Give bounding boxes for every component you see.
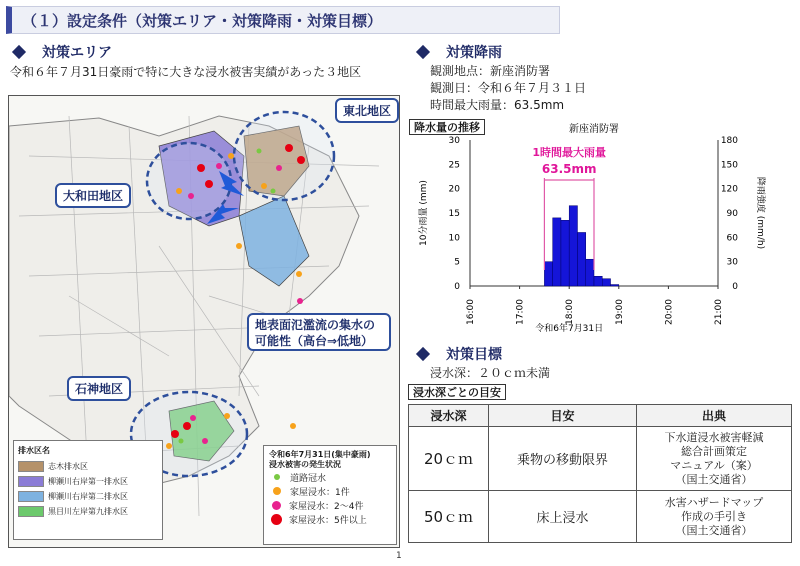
y-axis-right-label: 降雨強度 (mm/h): [755, 176, 765, 250]
source-line: （国土交通省）: [675, 472, 753, 486]
y-tick-left-label: 5: [454, 257, 460, 268]
source-line: 作成の手引き: [681, 509, 747, 523]
rain-bar: [569, 206, 577, 286]
rain-bar: [544, 262, 552, 286]
chart-title: 新座消防署: [569, 124, 619, 135]
page-number: 1: [396, 551, 402, 561]
road-flood-dot-icon: [274, 474, 280, 480]
target-value: 浸水深：２０ｃｍ未満: [430, 366, 551, 380]
diamond-bullet-icon: [416, 347, 430, 361]
table-header-row: [409, 405, 792, 427]
y-tick-right-label: 60: [726, 233, 738, 244]
rainfall-chart-tag: 降水量の推移: [409, 119, 485, 135]
area-heading: [8, 42, 112, 62]
x-tick-label: 21:00: [714, 299, 724, 325]
runoff-note: [247, 313, 391, 351]
legend-label: 柳瀬川右岸第一排水区: [48, 477, 128, 486]
damage-label: 家屋浸水：1件: [290, 487, 350, 498]
depth-guide-table: [408, 404, 792, 543]
house-flood-1-dot-icon: [273, 487, 281, 495]
damage-row: [269, 498, 391, 512]
table-row: [409, 427, 792, 491]
area-description: 令和６年７月31日豪雨で特に大きな浸水被害実績があった３地区: [10, 65, 362, 79]
damage-row: [269, 484, 391, 498]
rain-heading: [412, 42, 502, 62]
legend-swatch: [18, 476, 44, 487]
legend-row: [18, 504, 158, 519]
target-heading: [412, 344, 502, 364]
x-tick-label: 17:00: [515, 299, 526, 325]
damage-title-line1: 令和6年7月31日(集中豪雨): [269, 450, 371, 459]
tohoku-area-label: 東北地区: [335, 98, 399, 123]
source-cell: [637, 427, 792, 491]
target-heading-text: 対策目標: [446, 347, 502, 363]
drainage-legend: [13, 440, 163, 540]
depth-table-tag: 浸水深ごとの目安: [408, 384, 506, 400]
legend-row: [18, 489, 158, 504]
legend-label: 柳瀬川右岸第二排水区: [48, 492, 128, 501]
damage-legend: [263, 445, 397, 545]
source-line: 総合計画策定: [681, 444, 747, 458]
source-line: 水害ハザードマップ: [664, 495, 764, 509]
rainfall-chart: [408, 118, 792, 338]
source-line: （国土交通省）: [675, 523, 753, 537]
guide-cell: 乗物の移動限界: [489, 427, 637, 491]
header-source: 出典: [637, 405, 792, 427]
x-tick-label: 19:00: [614, 299, 625, 325]
house-flood-5plus-dot-icon: [271, 514, 282, 525]
guide-cell: 床上浸水: [489, 491, 637, 543]
legend-row: [18, 474, 158, 489]
y-tick-left-label: 10: [448, 233, 460, 244]
legend-title: 排水区名: [18, 446, 50, 455]
y-tick-right-label: 180: [720, 136, 738, 146]
rain-date: 観測日：令和６年７月３１日: [430, 81, 587, 95]
y-tick-right-label: 120: [720, 184, 738, 195]
damage-row: [269, 512, 391, 526]
diamond-bullet-icon: [12, 45, 26, 59]
rain-bar: [553, 218, 561, 286]
header-guide: 目安: [489, 405, 637, 427]
y-tick-right-label: 0: [732, 282, 738, 292]
depth-cell: 50ｃｍ: [409, 491, 489, 543]
rain-bar: [594, 276, 602, 286]
rain-bar: [611, 285, 619, 286]
y-tick-left-label: 20: [448, 184, 460, 195]
owada-area-label: 大和田地区: [55, 183, 131, 208]
source-cell: [637, 491, 792, 543]
legend-swatch: [18, 491, 44, 502]
x-tick-label: 18:00: [565, 299, 576, 325]
y-tick-left-label: 15: [448, 209, 460, 219]
area-map: [8, 95, 400, 548]
y-tick-right-label: 150: [720, 160, 738, 171]
legend-label: 黒目川左岸第九排水区: [48, 507, 128, 516]
rain-bar: [577, 232, 585, 286]
damage-row: [269, 470, 391, 484]
source-line: マニュアル（案）: [670, 458, 758, 472]
rain-bar: [602, 279, 610, 286]
page-title: （１）設定条件（対策エリア・対策降雨・対策目標）: [6, 6, 560, 34]
table-row: [409, 491, 792, 543]
source-line: 下水道浸水被害軽減: [664, 430, 764, 444]
max-annotation-line2: 63.5mm: [541, 162, 597, 176]
y-axis-left-label: 10分雨量 (mm): [419, 180, 429, 246]
header-depth: 浸水深: [409, 405, 489, 427]
x-axis-label: 令和6年7月31日: [535, 324, 604, 334]
y-tick-left-label: 0: [454, 282, 460, 292]
area-heading-text: 対策エリア: [42, 45, 112, 61]
house-flood-2-4-dot-icon: [272, 501, 281, 510]
x-tick-label: 16:00: [466, 299, 476, 325]
runoff-note-line1: 地表面氾濫流の集水の: [255, 318, 376, 332]
diamond-bullet-icon: [416, 45, 430, 59]
legend-row: [18, 459, 158, 474]
depth-cell: 20ｃｍ: [409, 427, 489, 491]
y-tick-left-label: 25: [448, 160, 460, 171]
legend-swatch: [18, 461, 44, 472]
damage-label: 道路冠水: [290, 473, 327, 484]
x-tick-label: 20:00: [664, 299, 675, 325]
runoff-note-line2: 可能性（高台⇒低地）: [255, 334, 374, 348]
y-tick-right-label: 90: [726, 209, 738, 219]
rain-bar: [586, 259, 594, 286]
y-tick-right-label: 30: [726, 257, 738, 268]
legend-label: 志木排水区: [48, 462, 88, 471]
rain-station: 観測地点：新座消防署: [430, 64, 551, 78]
damage-title-line2: 浸水被害の発生状況: [269, 460, 341, 469]
max-annotation-line1: 1時間最大雨量: [532, 146, 607, 159]
ishigami-area-label: 石神地区: [67, 376, 131, 401]
rain-heading-text: 対策降雨: [446, 45, 502, 61]
rain-max: 時間最大雨量：63.5mm: [430, 98, 565, 112]
rain-bar: [561, 220, 569, 286]
damage-label: 家屋浸水：5件以上: [289, 515, 367, 526]
y-tick-left-label: 30: [448, 136, 460, 146]
damage-label: 家屋浸水：2～4件: [289, 501, 364, 512]
legend-swatch: [18, 506, 44, 517]
